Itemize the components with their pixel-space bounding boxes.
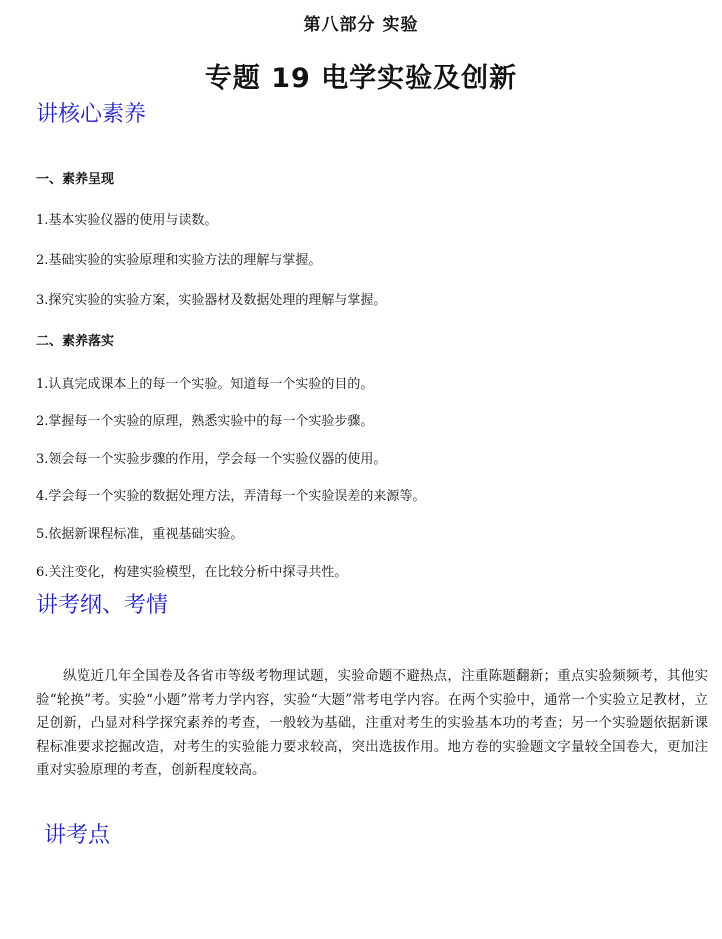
list-item: 3.探究实验的实验方案，实验器材及数据处理的理解与掌握。	[36, 293, 387, 308]
part-label: 第八部分 实验	[303, 15, 419, 35]
syllabus-paragraph: 纵览近几年全国卷及各省市等级考物理试题，实验命题不避热点，注重陈题翻新；重点实验频频考，其他实验“轮换”考。实验“小题”常考力学内容，实验“大题”常考电学内容。在两个实验中，通常一个实验立足教材，立足创新，凸显对科学探究素养的考查，一般较为基础，注重对考生的实验基本功的考查；另一个实验题依据新课程标准要求挖掘改造，对考生的实验能力要求较高，突出选拔作用。地方卷的实验题文字量较全国卷大，更加注重对实验原理的考查，创新程度较高。	[36, 668, 708, 778]
list-item: 1.基本实验仪器的使用与读数。	[36, 213, 218, 228]
subheading-literacy-implementation: 二、素养落实	[36, 334, 115, 349]
subheading-literacy-presentation: 一、素养呈现	[36, 172, 115, 187]
list-item: 1.认真完成课本上的每一个实验。知道每一个实验的目的。	[36, 377, 374, 392]
section-heading-syllabus: 讲考纲、考情	[36, 593, 169, 618]
list-item: 2.基础实验的实验原理和实验方法的理解与掌握。	[36, 253, 322, 268]
list-item: 4.学会每一个实验的数据处理方法，弄清每一个实验误差的来源等。	[36, 489, 426, 504]
list-item: 6.关注变化，构建实验模型，在比较分析中探寻共性。	[36, 565, 348, 580]
list-item: 5.依据新课程标准，重视基础实验。	[36, 527, 244, 542]
section-heading-core-literacy: 讲核心素养	[36, 102, 147, 127]
list-item: 2.掌握每一个实验的原理，熟悉实验中的每一个实验步骤。	[36, 414, 374, 429]
list-item: 3.领会每一个实验步骤的作用，学会每一个实验仪器的使用。	[36, 452, 387, 467]
page-title: 专题 19 电学实验及创新	[204, 63, 518, 94]
section-heading-key-points: 讲考点	[44, 823, 111, 848]
